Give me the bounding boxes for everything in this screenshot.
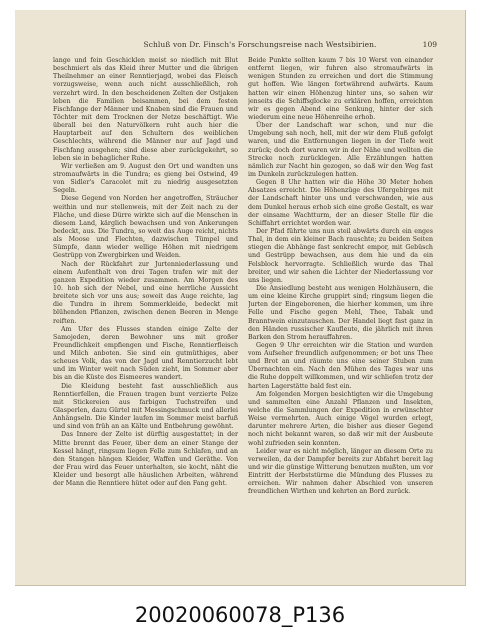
paragraph: Die Ansiedlung besteht aus wenigen Holzhäusern, die um eine kleine Kirche gruppirt sind; ringsum liegen die Jurten der Eingeborenen, die hierher kommen, um ihre Felle und Fische gegen Mehl, Thee, Tabak und Branntwein einzutauschen. Der Handel liegt fast ganz in den Händen russischer Kaufleute, die jährlich mit ihren Barken den Strom herauffahren. bbox=[248, 284, 433, 341]
paragraph: Wir verließen am 9. August den Ort und wandten uns stromaufwärts in die Tundra; es gieng bei Ostwind, 49 von Sidler's Caracolet mit zu niedrig ausgesetzten Segeln. bbox=[53, 162, 238, 195]
paragraph: Der Pfad führte uns nun steil abwärts durch ein enges Thal, in dem ein kleiner Bach rauschte; zu beiden Seiten stiegen die Abhänge fast senkrecht empor, mit Gebüsch und Gestrüpp bewachsen, aus dem hie und da ein Felsblock hervorragte. Schließlich wurde das Thal breiter, und wir sahen die Lichter der Niederlassung vor uns liegen. bbox=[248, 227, 433, 284]
book-page bbox=[15, 10, 466, 586]
text-columns bbox=[53, 57, 433, 572]
paragraph: Die Kleidung besteht fast ausschließlich aus Renntierfellen, die Frauen tragen bunt verzierte Pelze mit Stickereien aus farbigen Tuchstreifen und Glasperlen, dazu Gürtel mit Messingschmuck und allerlei Anhängseln. Die Kinder laufen im Sommer meist barfuß und sind von früh an an Kälte und Entbehrung gewöhnt. bbox=[53, 382, 238, 431]
paragraph: Gegen 8 Uhr hatten wir die Höhe 30 Meter hohen Absatzes erreicht. Die Höhenzüge des Ufergebirges mit der Landschaft hinter uns und verschwanden, wie aus dem Dunkel heraus erhob sich eine große Gestalt, es war der einsame Wachtturm, der an dieser Stelle für die Schiffahrt errichtet worden war. bbox=[248, 179, 433, 227]
header-title: Schluß von Dr. Finsch's Forschungsreise nach Westsibirien. bbox=[143, 40, 377, 49]
paragraph: Das Innere der Zelte ist dürftig ausgestattet; in der Mitte brennt das Feuer, über dem an einer Stange der Kessel hängt, ringsum liegen Felle zum Schlafen, und an den Stangen hängen Kleider, Waffen und Geräthe. Von der Frau wird das Feuer unterhalten, sie kocht, näht die Kleider und besorgt alle häuslichen Arbeiten, während der Mann die Renntiere hütet oder auf den Fang geht. bbox=[53, 431, 238, 488]
page-number: 109 bbox=[422, 40, 437, 49]
left-column bbox=[53, 57, 238, 572]
archive-id-label: 20020060078_P136 bbox=[134, 603, 346, 627]
paragraph: Am Ufer des Flusses standen einige Zelte der Samojeden, deren Bewohner uns mit großer Freundlichkeit empfiengen und Fische, Renntierfleisch und Milch anboten. Sie sind ein gutmüthiges, aber scheues Volk, das von der Jagd und Renntierzucht lebt und im Winter weit nach Süden zieht, im Sommer aber bis an die Küste des Eismeeres wandert. bbox=[53, 325, 238, 382]
running-header bbox=[15, 40, 465, 52]
paragraph: Über der Landschaft war schon, und nur die Umgebung sah noch, hell, mit der wir dem Fluß gefolgt waren, und die Entfernungen liegen in der Tiefe weit zurück; doch dort waren wir in der Nähe und wollten die Strecke noch zurücklegen. Alle Erzählungen hatten nämlich zur Nacht hin gezogen, so daß wir den Weg fast im Dunkeln zurückzulegen hatten. bbox=[248, 122, 433, 178]
right-column bbox=[248, 57, 433, 572]
paragraph: Beide Punkte sollten kaum 7 bis 10 Werst von einander entfernt liegen, wir fuhren also stromaufwärts in wenigen Stunden zu erreichen und dort die Stimmung gut hoffen. Wie längen fortwährend aufwärts. Kaum hatten wir einen Höhenzug hinter uns, so sahen wir jenseits die Schiffsglocke zu erklären hoffen, erreichten wir es gegen Abend eine Senkung, hinter der sich wiederum eine neue Höhenreihe erhob. bbox=[248, 57, 433, 121]
paragraph: lange und fein Geschicklen meist so niedlich mit Blut beschmiert als das Kleid ihrer Mutter und die übrigen Theilnehmer an einer Renntierjagd, wobei das Fleisch vorzugsweise, wenn auch nicht ausschließlich, roh verzehrt wird. In den bescheidenen Zelten der Ostjaken leben die Familien beisammen, bei dem festen Fischfange der Männer und Knaben sind die Frauen und Töchter mit dem Trocknen der Netze beschäftigt. Wie überall bei den Naturvölkern ruht auch hier die Hauptarbeit auf den Schultern des weiblichen Geschlechts, während die Männer nur auf Jagd und Fischfang ausgehen; sind diese aber zurückgekehrt, so leben sie in behaglicher Ruhe. bbox=[53, 57, 238, 162]
paragraph: Gegen 9 Uhr erreichten wir die Station und wurden vom Aufseher freundlich aufgenommen; er bot uns Thee und Brot an und räumte uns eine seiner Stuben zum Übernachten ein. Nach den Mühen des Tages war uns die Ruhe doppelt willkommen, und wir schliefen trotz der harten Lagerstätte bald fest ein. bbox=[248, 341, 433, 390]
paragraph: Diese Gegend von Norden her angetroffen, Sträucher weithin und nur stellenweis, mit der Zeit nach zu der Fläche, und diese Dürre wirkte sich auf die Menschen in diesem Land, kärglich bewachsen und von Ankerungen bedeckt, aus. Die Tundra, so weit das Auge reicht, nichts als Moose und Flechten, dazwischen Tümpel und Sümpfe, dann wieder wellige Höhen mit niedrigem Gestrüpp von Zwergbirken und Weiden. bbox=[53, 195, 238, 260]
paragraph: Am folgenden Morgen besichtigten wir die Umgebung und sammelten eine Anzahl Pflanzen und Insekten, welche die Sammlungen der Expedition in erwünschter Weise vermehrten. Auch einige Vögel wurden erlegt, darunter mehrere Arten, die bisher aus dieser Gegend noch nicht bekannt waren, so daß wir mit der Ausbeute wohl zufrieden sein konnten. bbox=[248, 390, 433, 447]
paragraph: Leider war es nicht möglich, länger an diesem Orte zu verweilen, da der Dampfer bereits zur Abfahrt bereit lag und wir die günstige Witterung benutzen mußten, um vor Eintritt der Herbststürme die Mündung des Flusses zu erreichen. Wir nahmen daher Abschied von unseren freundlichen Wirthen und kehrten an Bord zurück. bbox=[248, 447, 433, 496]
paragraph: Nach der Rückfahrt zur Jurtenniederlassung und einem Aufenthalt von drei Tagen trafen wir mit der ganzen Expedition wieder zusammen. Am Morgen des 10. hob sich der Nebel, und eine herrliche Aussicht breitete sich vor uns aus; soweit das Auge reichte, lag die Tundra in ihrem Sommerkleide, bedeckt mit blühenden Pflanzen, zwischen denen Beeren in Menge reiften. bbox=[53, 260, 238, 325]
